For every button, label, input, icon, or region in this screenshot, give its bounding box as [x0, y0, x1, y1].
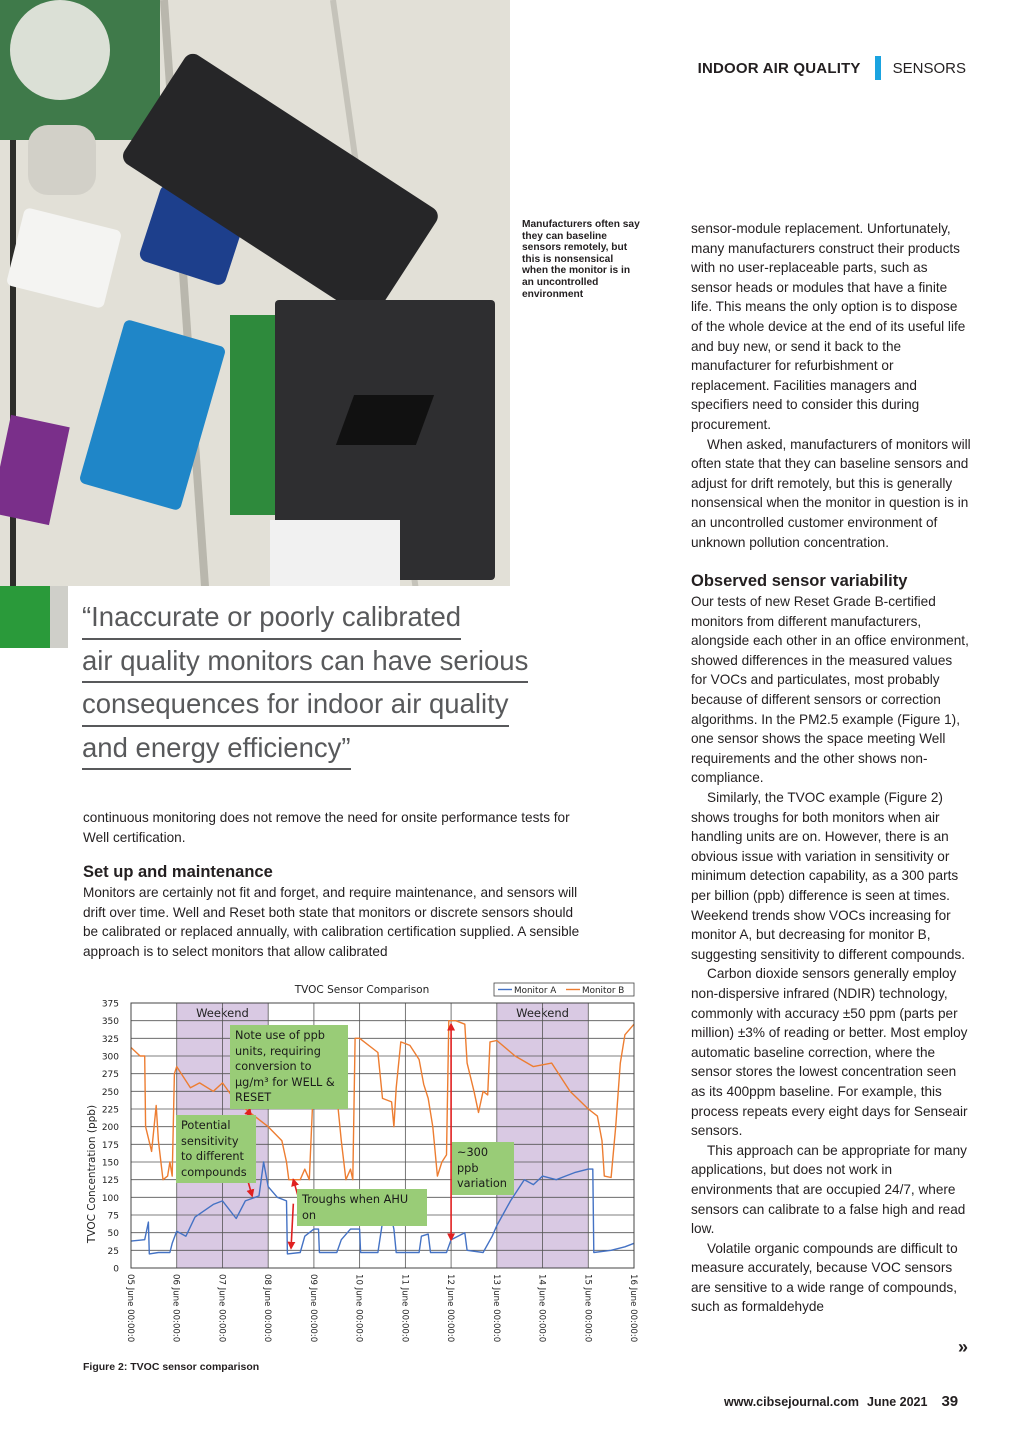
weekend-label: Weekend	[516, 1006, 569, 1020]
left-column	[83, 808, 583, 962]
pull-quote-line: “Inaccurate or poorly calibrated	[82, 596, 461, 640]
section-heading: Set up and maintenance	[83, 863, 273, 882]
y-tick-label: 350	[101, 1017, 119, 1028]
pull-quote-line: air quality monitors can have serious	[82, 640, 528, 684]
y-tick-label: 250	[101, 1087, 119, 1098]
chart-legend	[494, 983, 634, 996]
pull-quote-line: and energy efficiency”	[82, 727, 351, 771]
y-tick-label: 225	[101, 1105, 119, 1116]
legend-label: Monitor B	[582, 986, 625, 996]
y-tick-label: 175	[101, 1140, 119, 1151]
section-heading: Observed sensor variability	[691, 572, 908, 591]
footer-url: www.cibsejournal.com	[724, 1395, 859, 1409]
paragraph: Volatile organic compounds are difficult to measure accurately, because VOC sensors are sensitive to a wide range of compounds, such as formaldehyde	[691, 1240, 958, 1315]
x-tick-label: 05 June 00:00:0	[125, 1274, 135, 1343]
x-tick-label: 12 June 00:00:0	[445, 1274, 456, 1343]
x-tick-label: 14 June 00:00:0	[536, 1274, 547, 1343]
figure-caption: Figure 2: TVOC sensor comparison	[83, 1361, 260, 1373]
page-number: 39	[941, 1393, 959, 1410]
section-header	[698, 56, 966, 80]
x-tick-label: 08 June 00:00:0	[262, 1274, 273, 1343]
gas-sensor-canister	[28, 125, 96, 195]
x-tick-label: 11 June 00:00:0	[399, 1274, 410, 1343]
y-tick-label: 50	[107, 1229, 119, 1240]
x-tick-label: 06 June 00:00:0	[170, 1274, 181, 1343]
section-title: INDOOR AIR QUALITY	[697, 59, 861, 77]
weekend-label: Weekend	[196, 1006, 249, 1020]
legend-label: Monitor A	[514, 986, 557, 996]
chart-annotation-troughs: Troughs when AHU on	[297, 1189, 427, 1226]
continue-arrow-icon: »	[958, 1337, 969, 1357]
paragraph: This approach can be appropriate for many applications, but does not work in environments that are occupied 24/7, where sensors can calibrate to a false high and read low.	[691, 1142, 967, 1237]
chart-annotation-ppb-units: Note use of ppb units, requiring conversion to µg/m³ for WELL & RESET	[230, 1025, 348, 1109]
y-tick-label: 200	[101, 1123, 119, 1134]
x-tick-label: 15 June 00:00:0	[582, 1274, 593, 1343]
paragraph: Monitors are certainly not fit and forget, and require maintenance, and sensors will drift over time. Well and Reset both state that monitors or discrete sensors should be calibrated or replaced annually, with calibration certification supplied. A sensible approach is to select monitors that allow calibrated	[83, 885, 580, 959]
paragraph: continuous monitoring does not remove the need for onsite performance tests for Well certification.	[83, 810, 570, 845]
chart-annotation-sensitivity: Potential sensitivity to different compounds	[176, 1115, 256, 1183]
x-tick-label: 07 June 00:00:0	[216, 1274, 227, 1343]
header-divider	[875, 56, 881, 80]
y-tick-label: 275	[101, 1070, 119, 1081]
x-tick-label: 13 June 00:00:0	[490, 1274, 501, 1343]
y-tick-label: 100	[101, 1193, 119, 1204]
green-pcb	[230, 315, 280, 515]
y-axis-label: TVOC Concentration (ppb)	[86, 1104, 98, 1244]
pull-quote	[82, 596, 562, 770]
tvoc-chart	[82, 978, 642, 1358]
y-tick-label: 375	[101, 999, 119, 1010]
paragraph: Carbon dioxide sensors generally employ non-dispersive infrared (NDIR) technology, commonly with accuracy ±50 ppm (parts per million) ±3% of reading or better. Most employ automatic baseline correction, where the sensor stores the lowest concentration seen as its 400ppm baseline. For example, this process repeats every eight days for Senseair sensors.	[691, 966, 968, 1139]
chart-annotation-variation: ~300 ppb variation	[452, 1142, 514, 1195]
y-tick-label: 0	[113, 1264, 119, 1275]
photo-caption: Manufacturers often say they can baseline sensors remotely, but this is nonsensical when the monitor is in an uncontrolled environment	[522, 219, 640, 300]
paragraph: When asked, manufacturers of monitors will often state that they can baseline sensors and adjust for drift remotely, but this is generally nonsensical when the monitor in question is in an uncontrolled customer environment of unknown pollution concentration.	[691, 436, 971, 550]
photo-extension	[0, 586, 68, 648]
x-tick-label: 09 June 00:00:0	[307, 1274, 318, 1343]
chart-title: TVOC Sensor Comparison	[294, 984, 430, 996]
footer-issue: June 2021	[867, 1395, 928, 1409]
paragraph: Our tests of new Reset Grade B-certified monitors from different manufacturers, alongside each other in an office environment, showed differences in the measured values for VOCs and particulates, most probably because of different sensors or correction algorithms. In the PM2.5 example (Figure 1), one sensor shows the space meeting Well requirements and the other shows non-compliance.	[691, 594, 969, 786]
sensor-photo	[0, 0, 510, 586]
y-tick-label: 300	[101, 1052, 119, 1063]
right-column	[691, 219, 971, 1317]
pull-quote-line: consequences for indoor air quality	[82, 683, 509, 727]
paragraph: sensor-module replacement. Unfortunately, many manufacturers construct their products with no user-replaceable parts, such as sensor heads or modules that have a finite life. This means the only option is to dispose of the whole device at the end of its useful life and buy new, or send it back to the manufacturer for refurbishment or replacement. Facilities managers and specifiers need to consider this during procurement.	[691, 221, 966, 432]
x-tick-label: 10 June 00:00:0	[353, 1274, 364, 1343]
subsection-title: SENSORS	[892, 59, 966, 77]
y-tick-label: 150	[101, 1158, 119, 1169]
trough-arrow-a	[291, 1204, 293, 1249]
page-footer	[724, 1393, 958, 1410]
y-tick-label: 75	[107, 1211, 119, 1222]
y-tick-label: 325	[101, 1034, 119, 1045]
y-tick-label: 25	[107, 1246, 119, 1257]
x-tick-label: 16 June 00:00:0	[628, 1274, 638, 1343]
y-tick-label: 125	[101, 1176, 119, 1187]
paragraph: Similarly, the TVOC example (Figure 2) shows troughs for both monitors when air handling units are on. However, there is an obvious issue with variation in sensitivity or minimum detection capability, as a 300 parts per billion (ppb) difference is seen at times. Weekend trends show VOCs increasing for monitor A, but decreasing for monitor B, suggesting sensitivity to different compounds.	[691, 790, 966, 962]
